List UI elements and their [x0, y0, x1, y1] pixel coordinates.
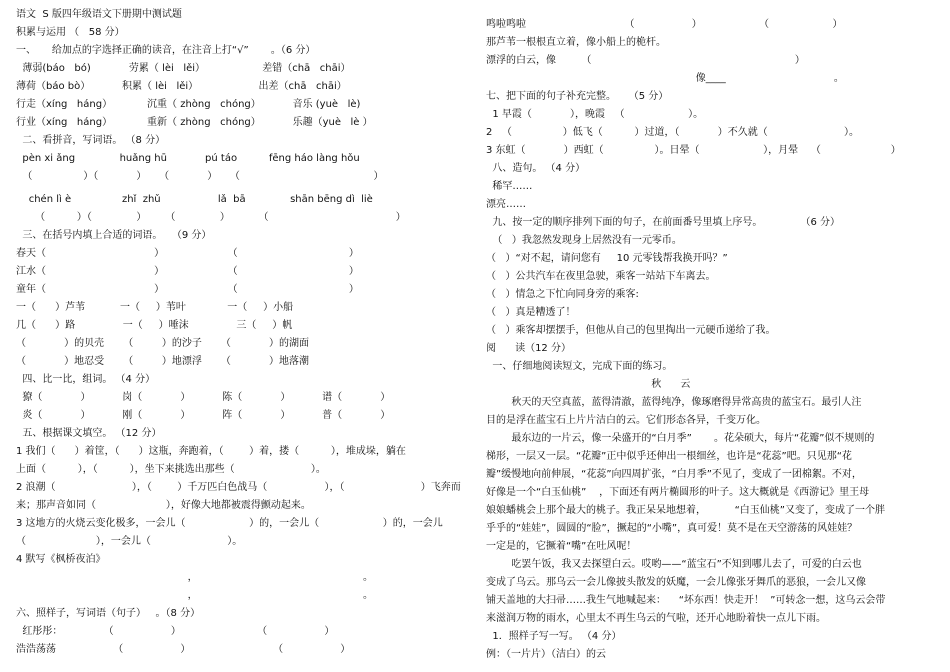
left-text-line: 3 这地方的火烧云变化极多，一会儿（ ）的，一会儿（ ）的，一会儿: [16, 518, 443, 529]
left-text-line: 四、比一比，组词。 （4 分）: [16, 374, 156, 385]
right-text-line: （ ）“对不起，请问您有 10 元零钱帮我换开吗？”: [486, 253, 728, 264]
right-text-line: 漂浮的白云，像 （ ）: [486, 55, 805, 66]
right-text-line: （ ）公共汽车在夜里急驶，乘客一站站下车离去。: [486, 271, 716, 282]
right-text-line: 秋 云: [486, 379, 691, 390]
left-text-line: 江水（ ） （ ）: [16, 266, 359, 277]
left-text-line: ， 。: [16, 590, 373, 601]
right-text-line: 瓣”缓慢地向前伸展，“花蕊”向四周扩张，“白月季”不见了，变成了一团棉絮。不对，: [486, 469, 862, 480]
left-text-line: （ ）地忍受 （ ）地漂浮 （ ）地落潮: [16, 356, 310, 367]
left-text-line: 三、在括号内填上合适的词语。 （9 分）: [16, 230, 212, 241]
left-text-line: 五、根据课文填空。 （12 分）: [16, 428, 162, 439]
left-text-line: 语文 S 版四年级语文下册期中测试题: [16, 9, 182, 20]
left-text-line: （ ）的贝壳 （ ）的沙子 （ ）的湖面: [16, 338, 310, 349]
left-text-line: 浩浩荡荡 （ ） （ ）: [16, 644, 351, 655]
left-text-line: （ ）（ ） （ ） （ ）: [16, 212, 406, 223]
right-text-line: 稀罕……: [486, 181, 533, 192]
right-text-line: 秋天的天空真蓝，蓝得清澈，蓝得纯净，像琢磨得异常高贵的蓝宝石。最引人注: [486, 397, 862, 408]
right-text-line: 1．照样子写一写。 （4 分）: [486, 631, 622, 642]
left-text-line: 来；那声音如同（ ），好像大地都被震得颤动起来。: [16, 500, 311, 511]
left-text-line: 1 我们（ ）着筐，（ ）这瓶，奔跑着，（ ）着，搂（ ），堆成垛，躺在: [16, 446, 406, 457]
right-text-line: 变成了乌云。那乌云一会儿像披头散发的妖魔，一会儿像张牙舞爪的恶狼，一会儿又像: [486, 577, 866, 588]
right-text-line: 像____ 。: [486, 73, 844, 84]
left-text-line: 4 默写《枫桥夜泊》: [16, 554, 106, 565]
right-text-line: 梯形，一层又一层。“花瓣”正中似乎还伸出一根细丝，也许是“花蕊”吧。只见那“花: [486, 451, 852, 462]
right-text-line: 一、仔细地阅读短文，完成下面的练习。: [486, 361, 673, 372]
left-text-line: 二、看拼音，写词语。 （8 分）: [16, 135, 166, 146]
right-text-line: 3 东虹（ ）西虹（ ）。日晕（ ），月晕 （ ）: [486, 145, 901, 156]
right-text-line: 九、按一定的顺序排列下面的句子，在前面番号里填上序号。 （6 分）: [486, 217, 841, 228]
right-text-line: （ ）乘客却摆摆手，但他从自己的包里掏出一元硬币递给了我。: [486, 325, 776, 336]
right-text-line: 1 早霞（ ），晚霞 （ ）。: [486, 109, 704, 120]
right-text-line: 娘娘蟠桃会上那个最大的桃子。我正呆呆地想着， “白玉仙桃”又变了，变成了一个胖: [486, 505, 885, 516]
right-text-line: （ ）情急之下忙向同身旁的乘客:: [486, 289, 639, 300]
right-text-line: 吃罢午饭，我又去探望白云。哎哟——“蓝宝石”不知到哪儿去了，可爱的白云也: [486, 559, 862, 570]
left-text-line: 上面（ ），（ ），坐下来挑选出那些（ ）。: [16, 464, 326, 475]
left-text-line: （ ）（ ） （ ） （ ）: [16, 171, 384, 182]
right-column: [478, 0, 946, 672]
left-text-line: 行走（xíng háng） 沉重（ zhòng chóng） 音乐 (yuè lè): [16, 99, 361, 110]
right-text-line: 鸣啦鸣啦 （ ） （ ）: [486, 19, 843, 30]
left-text-line: 薄荷（báo bò） 积累（ lèi lěi） 出差（chā chāi）: [16, 81, 347, 92]
left-column: [0, 0, 468, 672]
right-text-line: （ ）我忽然发现身上居然没有一元零币。: [486, 235, 682, 246]
right-text-line: 乎乎的“娃娃”，圆圆的“脸”，撅起的“小嘴”，真可爱！莫不是在天空游荡的风娃娃？: [486, 523, 858, 534]
left-text-line: 积累与运用 （ 58 分）: [16, 27, 125, 38]
right-text-line: （ ）真是糟透了！: [486, 307, 576, 318]
left-text-line: 獠（ ） 岗（ ） 陈（ ） 谱（ ）: [16, 392, 391, 403]
left-text-line: ， 。: [16, 572, 373, 583]
right-text-line: 目的是浮在蓝宝石上片片洁白的云。它们形态各异，千变万化。: [486, 415, 766, 426]
right-text-line: 铺天盖地的大扫帚……我生气地喊起来： “坏东西！快走开！ ”可转念一想，这乌云会带: [486, 595, 886, 606]
right-text-line: 漂亮……: [486, 199, 526, 210]
right-text-line: 例：（一片片）（洁白）的云: [486, 649, 606, 660]
left-text-line: chén lì è zhǐ zhǔ lǎ bā shān bēng dì liè: [16, 194, 373, 205]
left-text-line: 薄弱(báo bó) 劳累（ lèi lěi） 差错（chā chāi）: [16, 63, 351, 74]
left-text-line: 炎（ ） 刚（ ） 阵（ ） 普（ ）: [16, 410, 391, 421]
right-text-line: 来滋润万物的雨水，心里太不再生乌云的气啦，还开心地盼着快一点儿下雨。: [486, 613, 826, 624]
right-text-line: 一定是的，它撅着“嘴”在吐风呢！: [486, 541, 637, 552]
left-text-line: 行业（xíng háng） 重新（ zhòng chóng） 乐趣（yuè lè ）: [16, 117, 373, 128]
left-text-line: 一、 给加点的字选择正确的读音，在注音上打“√” 。（6 分）: [16, 45, 316, 56]
left-text-line: 六、照样子，写词语（句子） 。（8 分）: [16, 608, 201, 619]
left-text-line: （ ），一会儿（ ）。: [16, 536, 243, 547]
right-text-line: 七、把下面的句子补充完整。 （5 分）: [486, 91, 669, 102]
left-text-line: 2 浪潮（ ），（ ）千万匹白色战马（ ），（ ）飞奔而: [16, 482, 461, 493]
right-text-line: 最东边的一片云，像一朵盛开的“白月季” 。花朵硕大，每片“花瓣”似不规则的: [486, 433, 875, 444]
left-text-line: 春天（ ） （ ）: [16, 248, 359, 259]
left-text-line: 童年（ ） （ ）: [16, 284, 359, 295]
right-text-line: 八、造句。 （4 分）: [486, 163, 586, 174]
right-text-line: 阅 读（12 分）: [486, 343, 571, 354]
right-text-line: 好像是一个“白玉仙桃” ，下面还有两片椭圆形的叶子。这大概就是《西游记》里王母: [486, 487, 870, 498]
left-text-line: 红彤彤： （ ） （ ）: [16, 626, 335, 637]
right-text-line: 2 （ ）低飞（ ）过道，（ ）不久就（ ）。: [486, 127, 859, 138]
left-text-line: 一（ ）芦苇 一（ ）苇叶 一（ ）小船: [16, 302, 294, 313]
right-text-line: 那芦苇一根根直立着，像小船上的桅杆。: [486, 37, 666, 48]
left-text-line: pèn xi ǎng huǎng hū pú táo fēng háo làng hǒu: [16, 153, 360, 164]
left-text-line: 几（ ）路 一（ ）唾沫 三（ ）帆: [16, 320, 293, 331]
